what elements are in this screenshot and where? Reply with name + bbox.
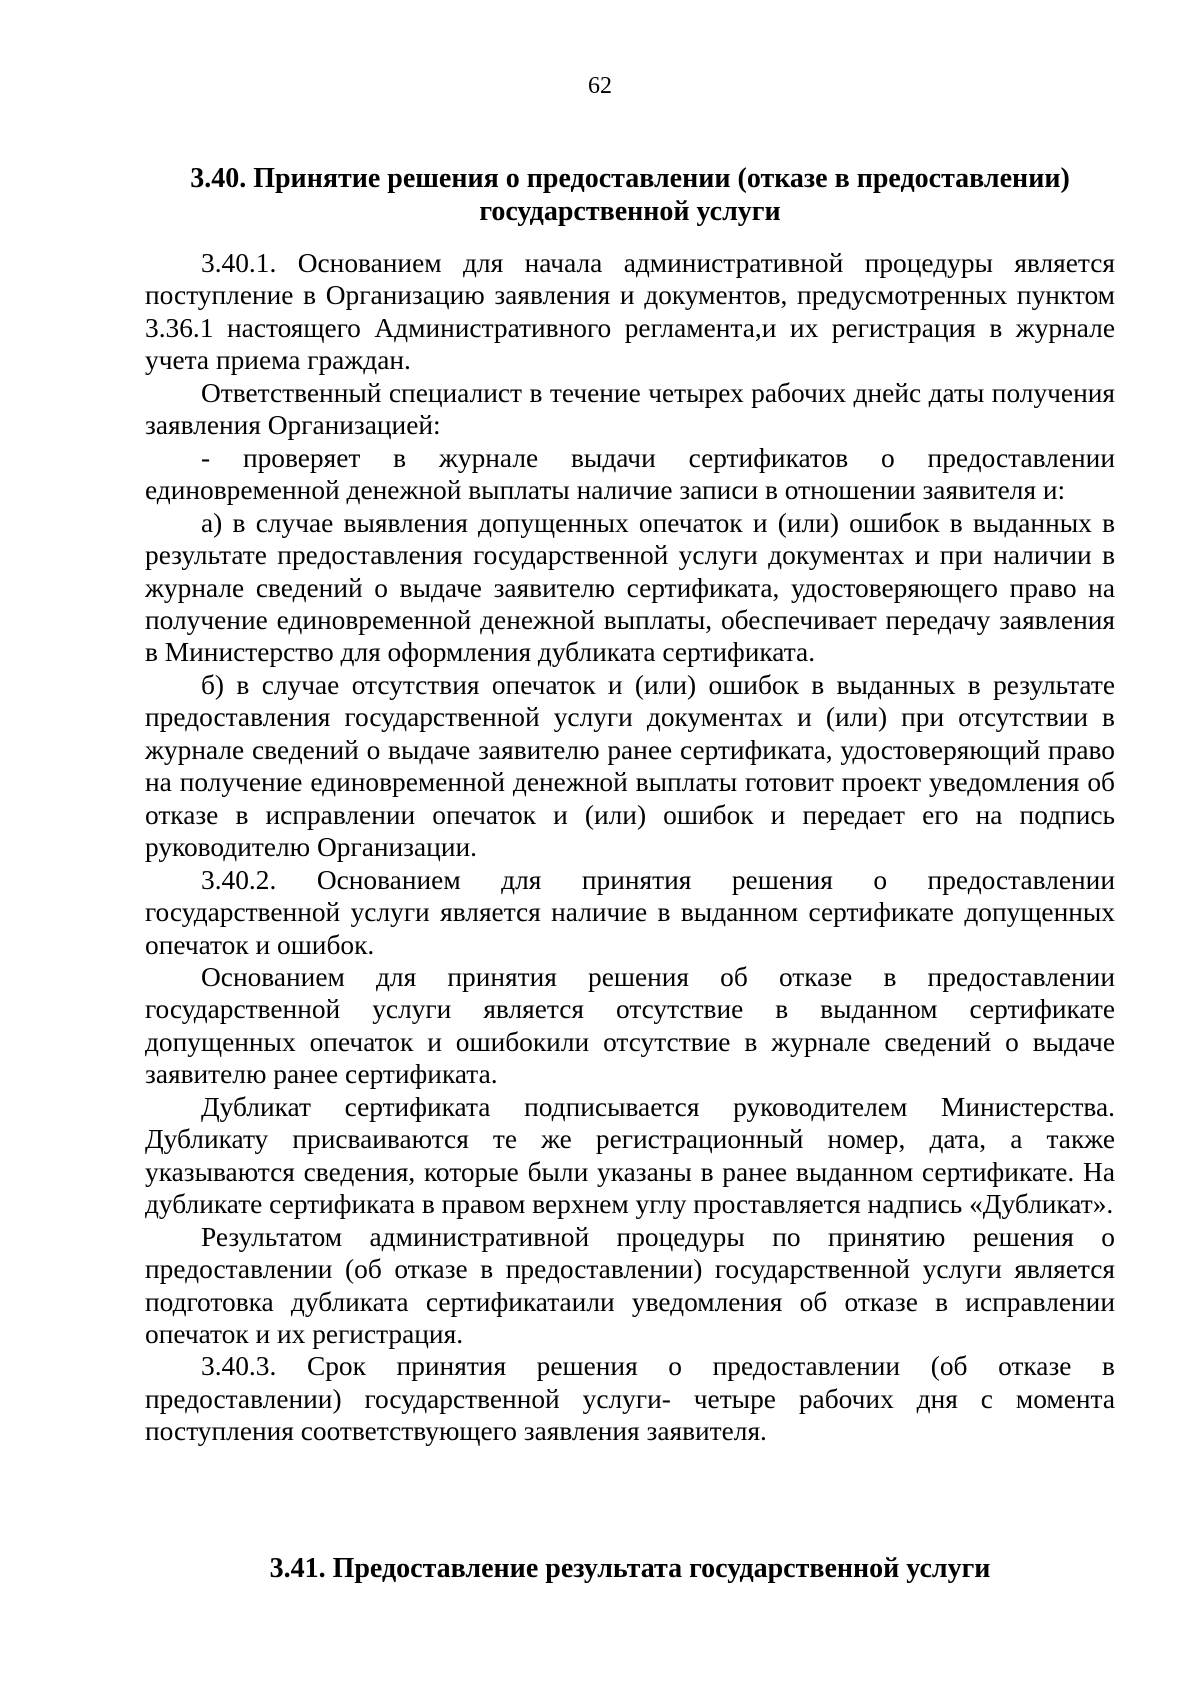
paragraph-item-a: а) в случае выявления допущенных опечаток и (или) ошибок в выданных в результате предоставления государственной услуги документах и при наличии в журнале сведений о выдаче заявителю сертификата, удостоверяющего право на получение единовременной денежной выплаты, обеспечивает передачу заявления в Министерство для оформления дубликата сертификата. <box>145 507 1115 668</box>
paragraph-refusal-grounds: Основанием для принятия решения об отказе в предоставлении государственной услуги является отсутствие в выданном сертификате допущенных опечаток и ошибокили отсутствие в журнале сведений о выдаче заявителю ранее сертификата. <box>145 961 1115 1090</box>
paragraph-duplicate: Дубликат сертификата подписывается руководителем Министерства. Дубликату присваиваются те же регистрационный номер, дата, а также указываются сведения, которые были указаны в ранее выданном сертификате. На дубликате сертификата в правом верхнем углу проставляется надпись «Дубликат». <box>145 1091 1115 1220</box>
paragraph-checks-journal: - проверяет в журнале выдачи сертификатов о предоставлении единовременной денежной выплаты наличие записи в отношении заявителя и: <box>145 442 1115 506</box>
paragraph-3-40-3: 3.40.3. Срок принятия решения о предоставлении (об отказе в предоставлении) государственной услуги- четыре рабочих дня с момента поступления соответствующего заявления заявителя. <box>145 1351 1115 1447</box>
section-heading-3-41: 3.41. Предоставление результата государственной услуги <box>269 1553 991 1584</box>
section-heading-3-40-line-2: государственной услуги <box>479 196 781 227</box>
section-heading-3-40 <box>145 162 1115 228</box>
paragraph-3-40-1: 3.40.1. Основанием для начала административной процедуры является поступление в Организацию заявления и документов, предусмотренных пунктом 3.36.1 настоящего Административного регламента,и их регистрация в журнале учета приема граждан. <box>145 248 1115 376</box>
section-body <box>145 247 1115 1448</box>
paragraph-result: Результатом административной процедуры по принятию решения о предоставлении (об отказе в предоставлении) государственной услуги является подготовка дубликата сертификатаили уведомления об отказе в исправлении опечаток и их регистрация. <box>145 1221 1115 1349</box>
page-number: 62 <box>588 73 612 99</box>
paragraph-item-b: б) в случае отсутствия опечаток и (или) ошибок в выданных в результате предоставления государственной услуги документах и (или) при отсутствии в журнале сведений о выдаче заявителю ранее сертификата, удостоверяющий право на получение единовременной денежной выплаты готовит проект уведомления об отказе в исправлении опечаток и (или) ошибок и передает его на подпись руководителю Организации. <box>145 669 1115 863</box>
paragraph-responsible-specialist: Ответственный специалист в течение четырех рабочих днейс даты получения заявления Организацией: <box>145 377 1115 441</box>
paragraph-3-40-2: 3.40.2. Основанием для принятия решения о предоставлении государственной услуги является наличие в выданном сертификате допущенных опечаток и ошибок. <box>145 864 1115 960</box>
section-heading-3-40-line-1: 3.40. Принятие решения о предоставлении (отказе в предоставлении) <box>190 163 1070 194</box>
